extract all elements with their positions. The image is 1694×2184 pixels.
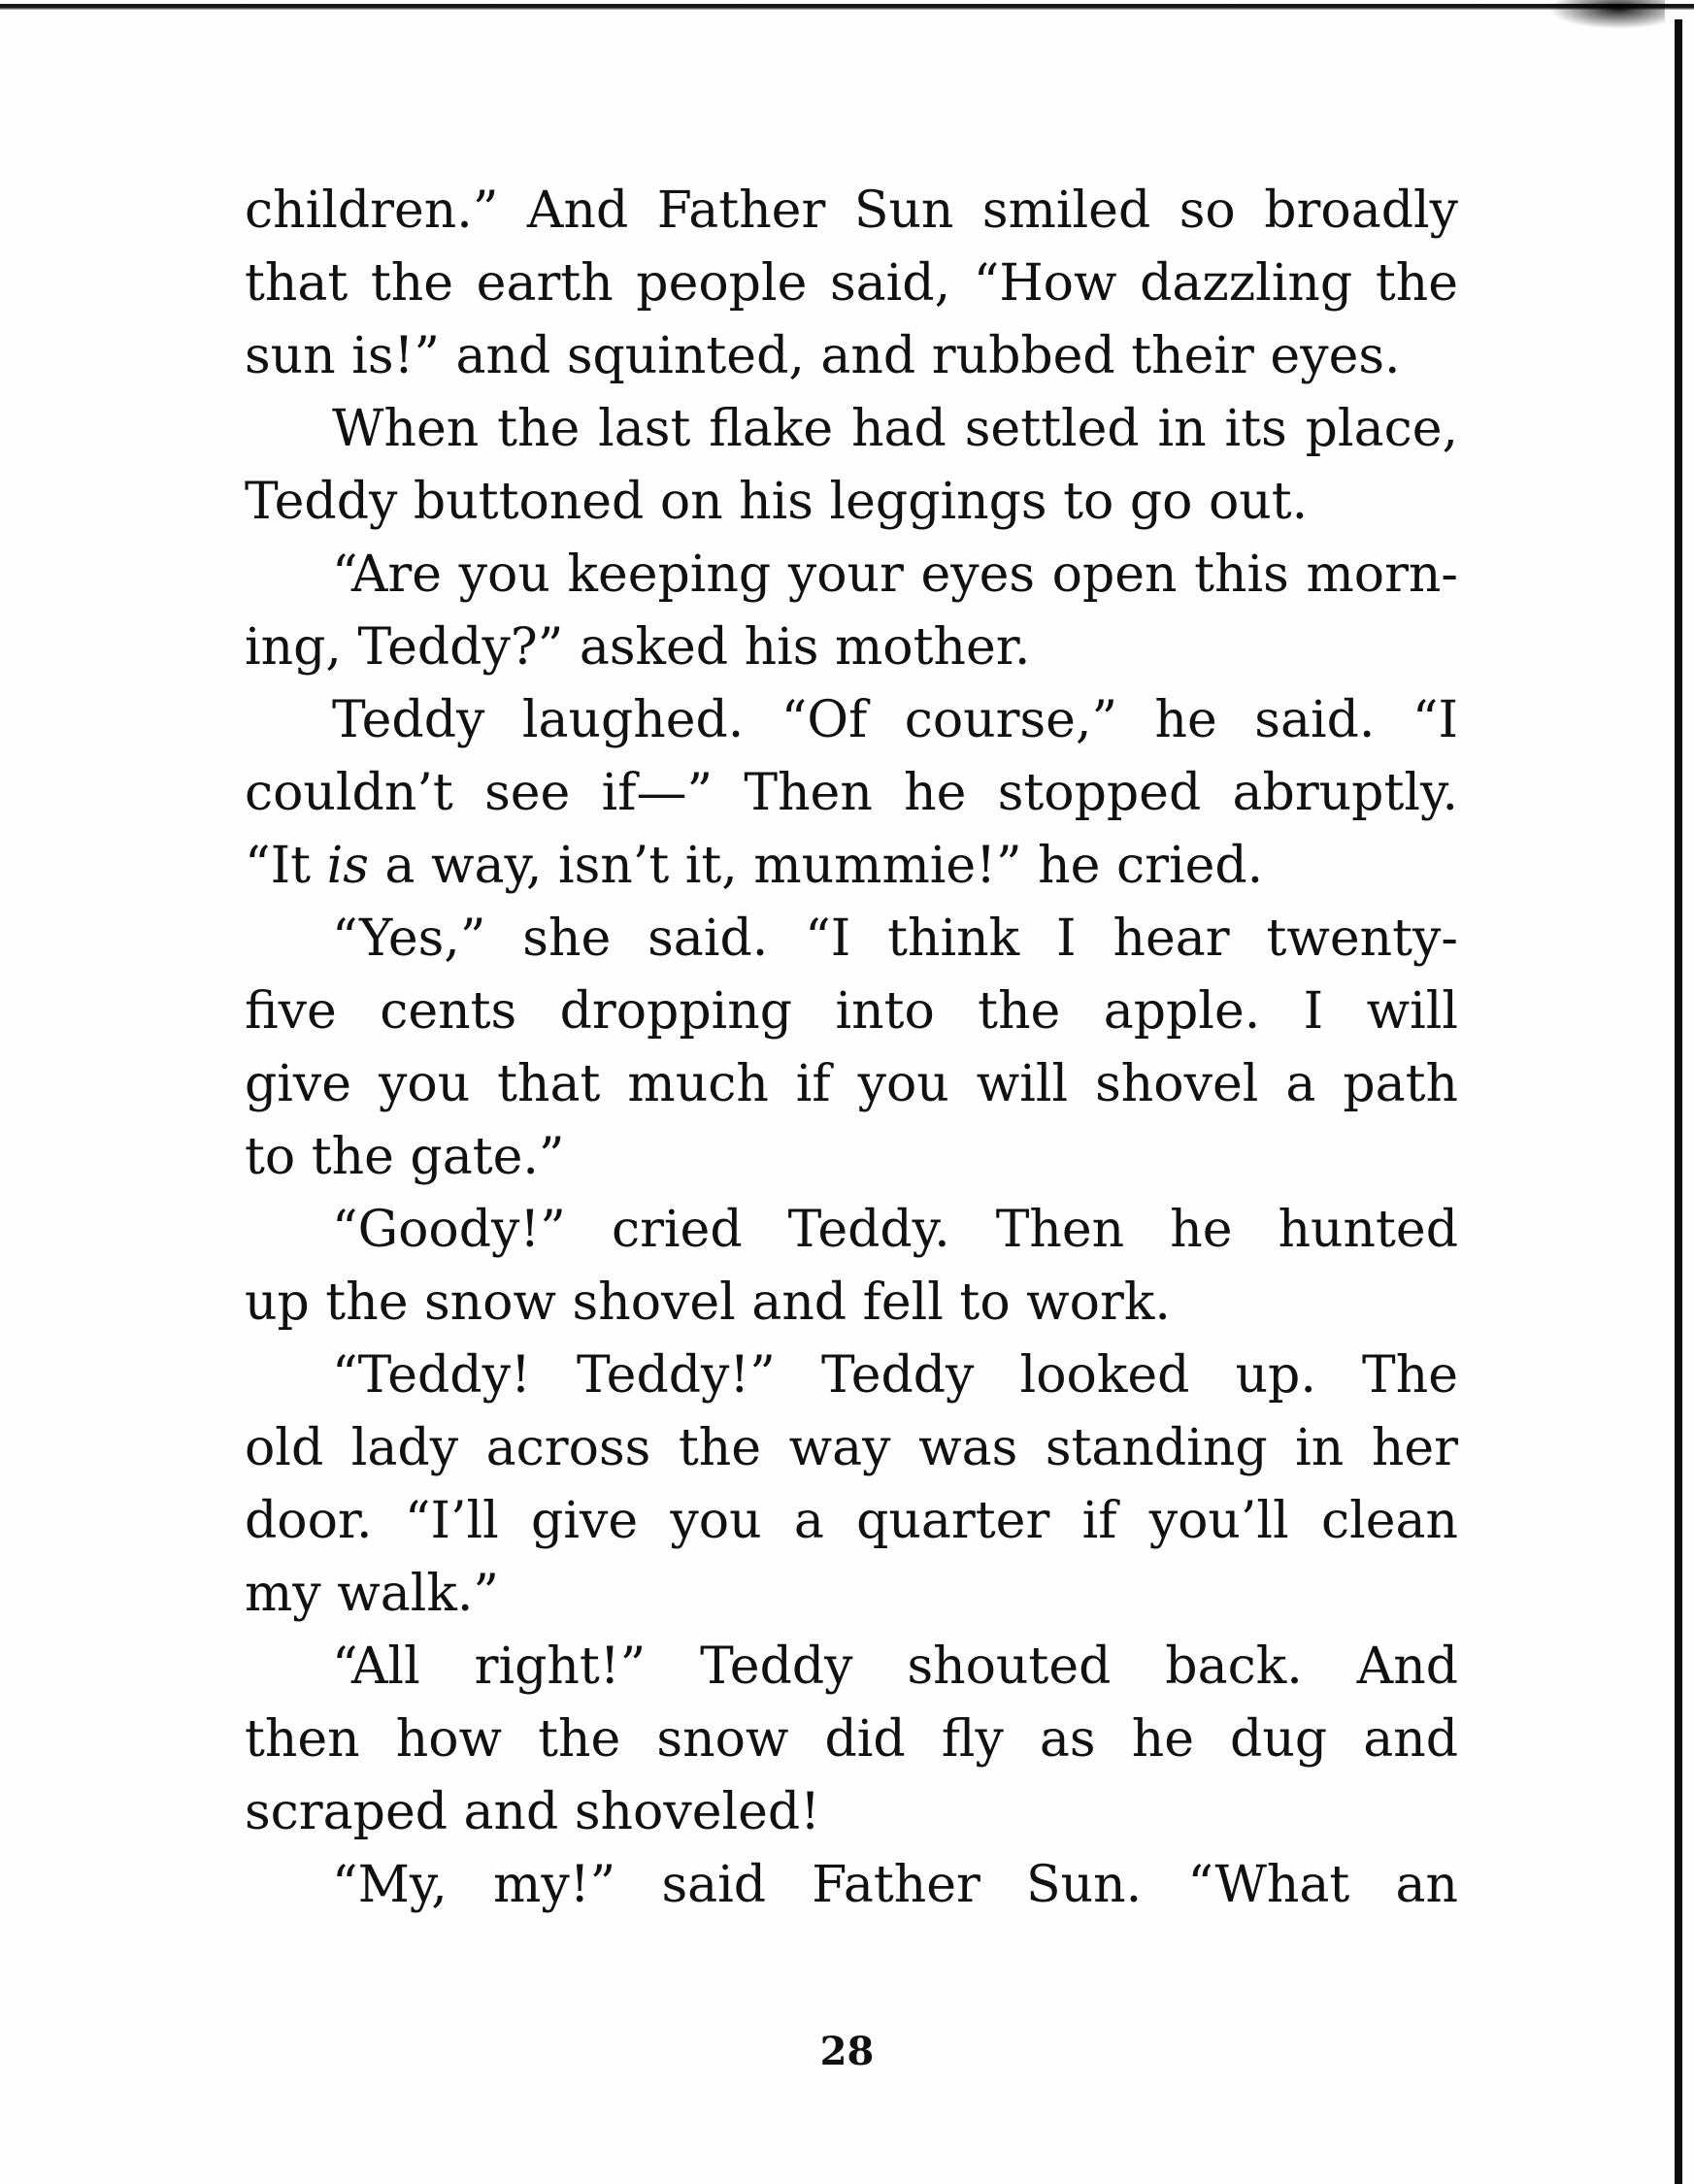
text-line: “My, my!” said Father Sun. “What an — [332, 1856, 1458, 1914]
page-number: 28 — [819, 2029, 875, 2074]
text-line: old lady across the way was standing in her — [245, 1419, 1458, 1477]
text-line: Teddy buttoned on his leggings to go out. — [245, 473, 1309, 531]
body-text — [245, 175, 1458, 1922]
text-line: When the last flake had settled in its place, — [332, 400, 1458, 458]
text-line: ing, Teddy?” asked his mother. — [245, 618, 1031, 677]
text-line: five cents dropping into the apple. I will — [245, 982, 1458, 1041]
text-line: my walk.” — [245, 1565, 499, 1623]
text-line: “All right!” Teddy shouted back. And — [332, 1638, 1458, 1696]
text-line: “Teddy! Teddy!” Teddy looked up. The — [332, 1346, 1458, 1405]
text-line: scraped and shoveled! — [245, 1783, 821, 1841]
text-line: up the snow shovel and fell to work. — [245, 1274, 1171, 1332]
text-line: “Yes,” she said. “I think I hear twenty- — [332, 910, 1458, 968]
scan-right-edge — [1675, 19, 1682, 2184]
text-line: “Are you keeping your eyes open this morn- — [332, 546, 1458, 604]
text-line: children.” And Father Sun smiled so broadly — [245, 182, 1458, 240]
text-line: Teddy laughed. “Of course,” he said. “I — [332, 691, 1458, 749]
italic-emphasis: is — [326, 837, 369, 895]
text-fragment: a way, isn’t it, mummie!” he cried. — [368, 837, 1264, 895]
text-line: sun is!” and squinted, and rubbed their eyes. — [245, 327, 1401, 385]
text-line: couldn’t see if—” Then he stopped abruptly. — [245, 764, 1458, 822]
text-line: to the gate.” — [245, 1128, 565, 1186]
scan-top-edge — [0, 4, 1694, 10]
text-line-with-italic — [245, 830, 1458, 903]
text-line: door. “I’ll give you a quarter if you’ll clean — [245, 1492, 1458, 1550]
text-line: give you that much if you will shovel a path — [245, 1055, 1458, 1113]
text-line: that the earth people said, “How dazzling the — [245, 254, 1458, 313]
scan-smudge — [1548, 0, 1665, 29]
text-fragment: “It — [245, 837, 327, 895]
text-line: then how the snow did fly as he dug and — [245, 1710, 1458, 1769]
text-line: “Goody!” cried Teddy. Then he hunted — [332, 1201, 1458, 1259]
